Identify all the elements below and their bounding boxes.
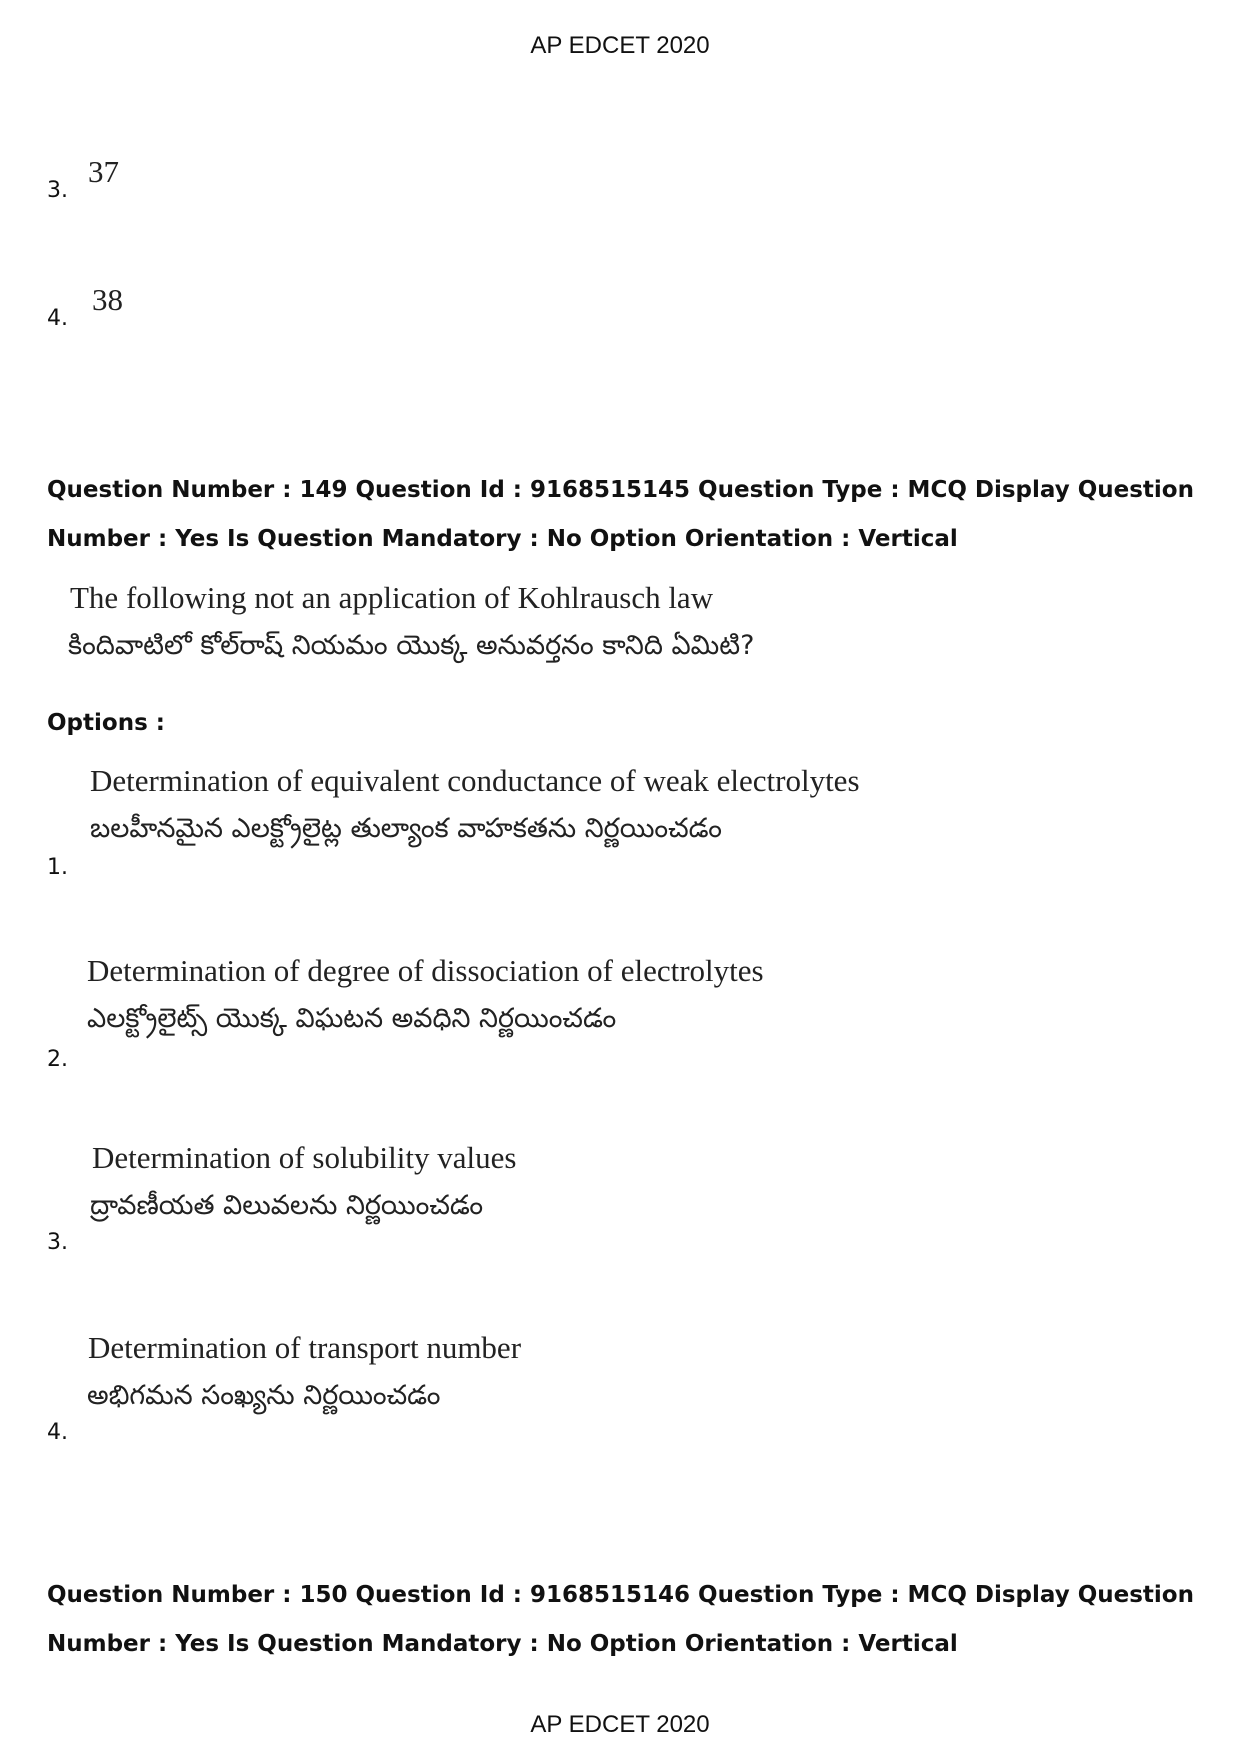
question-149-text-telugu: కిందివాటిలో కోల్‌రాష్ నియమం యొక్క అనువర్తనం కానిది ఏమిటి? [68, 630, 755, 661]
question-149-meta-line1: Question Number : 149 Question Id : 9168515145 Question Type : MCQ Display Question [47, 477, 1194, 503]
options-label: Options : [47, 710, 165, 736]
option-4-number: 4. [47, 1420, 68, 1445]
option-3-telugu: ద్రావణీయత విలువలను నిర్ణయించడం [90, 1190, 484, 1221]
question-149-meta-line2: Number : Yes Is Question Mandatory : No Option Orientation : Vertical [47, 526, 958, 552]
page-footer: AP EDCET 2020 [530, 1711, 710, 1738]
option-2-english: Determination of degree of dissociation of electrolytes [87, 953, 764, 988]
prev-option-3-number: 3. [47, 178, 68, 203]
option-4-english: Determination of transport number [88, 1330, 522, 1365]
option-1-telugu: బలహీనమైన ఎలక్ట్రోలైట్ల తుల్యాంక వాహకతను నిర్ణయించడం [90, 813, 722, 844]
option-2-telugu: ఎలక్ట్రోలైట్స్ యొక్క విఘటన అవధిని నిర్ణయించడం [87, 1003, 617, 1034]
prev-option-4-number: 4. [47, 306, 68, 331]
option-3-number: 3. [47, 1230, 68, 1255]
question-150-meta [47, 1571, 1197, 1669]
option-1-number: 1. [47, 855, 68, 880]
prev-option-3-value: 37 [88, 154, 119, 189]
option-3-english: Determination of solubility values [92, 1140, 517, 1175]
question-149-text-english: The following not an application of Kohlrausch law [70, 580, 714, 615]
prev-option-4-value: 38 [92, 282, 123, 317]
question-149-meta [47, 466, 1197, 564]
question-150-meta-line2: Number : Yes Is Question Mandatory : No Option Orientation : Vertical [47, 1631, 958, 1657]
option-2-number: 2. [47, 1047, 68, 1072]
question-150-meta-line1: Question Number : 150 Question Id : 9168515146 Question Type : MCQ Display Question [47, 1582, 1194, 1608]
option-4-telugu: అభిగమన సంఖ్యను నిర్ణయించడం [87, 1380, 441, 1411]
page-header: AP EDCET 2020 [530, 32, 710, 59]
option-1-english: Determination of equivalent conductance of weak electrolytes [90, 763, 860, 798]
